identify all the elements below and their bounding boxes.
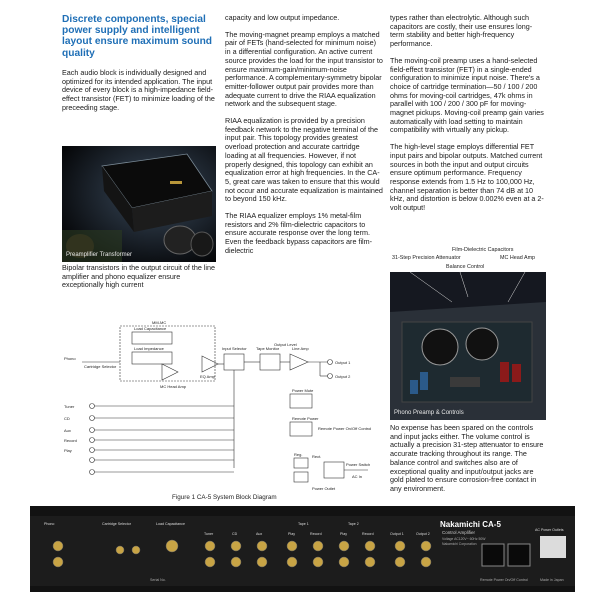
paragraph: The high-level stage employs differential FET input pairs and bipolar outputs. Matched current sources in both the input and output circuits ensure optimum performance. Frequency response extends from 1.5 Hz to 100,000 Hz, channel separation is better than 74 dB at 10 kHz, and distortion is below 0.002% even at a 2-volt output! xyxy=(390,142,544,213)
rear-jack-label-play-2: Play xyxy=(340,532,347,536)
dlabel-mc-head: MC Head Amp xyxy=(160,384,187,389)
dlabel-phono: Phono xyxy=(64,356,76,361)
dlabel-play: Play xyxy=(64,448,72,453)
phono-preamp-photo xyxy=(390,272,546,420)
rear-jack-label-record-1: Record xyxy=(310,532,322,536)
preamp-board-image xyxy=(390,272,546,420)
paragraph: capacity and low output impedance. xyxy=(225,13,340,22)
rear-jack-label-tuner: Tuner xyxy=(204,532,214,536)
dlabel-line-amp: Line Amp xyxy=(292,346,309,351)
rear-jack-label-play-1: Play xyxy=(288,532,295,536)
rear-jack-label-aux: Aux xyxy=(256,532,263,536)
dlabel-rect: Rect. xyxy=(312,454,322,459)
rear-jack-label-phono: Phono xyxy=(44,522,55,526)
dlabel-remote: Remote Power xyxy=(292,416,319,421)
rear-jack-label-cartridge: Cartridge Selector xyxy=(102,522,131,526)
column-1 xyxy=(62,14,216,120)
column-3 xyxy=(390,14,546,221)
transformer-image xyxy=(62,146,216,262)
dlabel-cart-sel: Cartridge Selector xyxy=(84,364,117,369)
preamp-transformer-photo xyxy=(62,146,216,262)
paragraph: The moving-coil preamp uses a hand-selected field-effect transistor (FET) in a single-ended configuration to minimize input noise. There's a choice of cartridge termination—50 / 100 / 200 ohms for moving-coil cartridges, 47k ohms in parallel with 100 / 200 / 300 pF for moving-magnet pickups. Moving-coil preamp gain varies automatically with load setting to maintain compatibility with virtually any pickup. xyxy=(390,55,544,135)
dlabel-reg: Reg. xyxy=(294,452,303,457)
dlabel-out2: Output 2 xyxy=(335,374,351,379)
rear-group-tape-2: Tape 2 xyxy=(348,522,359,526)
label-balance-control: Balance Control xyxy=(446,264,485,270)
rear-panel-brand: Nakamichi CA-5 xyxy=(440,520,501,529)
dlabel-aux: Aux xyxy=(64,428,71,433)
rear-jack-label-load-cap: Load Capacitance xyxy=(156,522,185,526)
dlabel-out1: Output 1 xyxy=(335,360,351,365)
dlabel-remote-ctrl: Remote Power On/Off Control xyxy=(318,426,372,431)
paragraph: The RIAA equalizer employs 1% metal-film resistors and 2% film-dielectric capacitors to ensure accurate response over the long term. Even the feedback bypass capacitors are film-dielectric xyxy=(225,211,373,255)
rear-jack-label-ac-outlets: AC Power Outlets xyxy=(535,528,564,532)
dlabel-load-imp: Load Impedance xyxy=(134,346,164,351)
rear-panel-maker: Nakamichi Corporation xyxy=(442,542,477,546)
dlabel-tape-mon: Tape Monitor xyxy=(256,346,280,351)
dlabel-cd: CD xyxy=(64,416,70,421)
dlabel-eq-amp: EQ Amp xyxy=(200,374,215,379)
figure-caption: Figure 1 CA-5 System Block Diagram xyxy=(172,494,277,501)
rear-panel-fine-print: Remote Power On/Off Control xyxy=(480,578,528,582)
paragraph: No expense has been spared on the controls and input jacks either. The volume control is actually a precision 31-step attenuator to ensure accurate tracking throughout its range. The balance control and switches also are of exceptional quality and input/output jacks are gold plated to ensure corrosion-free contact in any environment. xyxy=(390,423,544,493)
column-1-continued xyxy=(62,264,216,298)
rear-panel-serial: Serial No. xyxy=(150,578,166,582)
dlabel-mm-mc: MM-MC xyxy=(152,320,167,325)
column-2 xyxy=(225,14,383,264)
rear-panel-photo xyxy=(30,506,575,592)
rear-panel-model-sub: Control Amplifier xyxy=(442,530,476,535)
dlabel-output-level: Output Level xyxy=(274,342,297,347)
rear-panel-voltage: Voltage AC120V~ 60Hz 50W xyxy=(442,537,486,541)
dlabel-tuner: Tuner xyxy=(64,404,75,409)
dlabel-mute: Power Mute xyxy=(292,388,314,393)
photo-caption: Phono Preamp & Controls xyxy=(394,410,464,416)
paragraph: The moving-magnet preamp employs a matched pair of FETs (hand-selected for minimum noise) in a differential configuration. An active current source provides the load for the input transistor to ensure maximum-gain/minimum-noise performance. A complementary-symmetry bipolar emitter-follower output pair provides more than adequate current to drive the RIAA equalization network and the subsequent stage. xyxy=(225,29,383,109)
system-block-diagram xyxy=(62,318,382,503)
rear-jack-label-record-2: Record xyxy=(362,532,374,536)
column-3-continued xyxy=(390,424,546,502)
headline: Discrete components, special power supply and intelligent layout ensure maximum sound quality xyxy=(62,14,213,59)
rear-group-tape-1: Tape 1 xyxy=(298,522,309,526)
dlabel-power-switch: Power Switch xyxy=(346,462,371,467)
rear-jack-label-output-1: Output 1 xyxy=(390,532,404,536)
dlabel-ac-in: AC In xyxy=(352,474,363,479)
paragraph: Each audio block is individually designed and optimized for its intended application. The input device of every block is a high-impedance field-effect transistor (FET) to minimize loading of the preceeding stage. xyxy=(62,67,215,112)
dlabel-power-outlet: Power Outlet xyxy=(312,486,336,491)
dlabel-load-cap: Load Capacitance xyxy=(134,326,167,331)
paragraph: RIAA equalization is provided by a precision feedback network to the negative terminal of the input pair. This topology provides greatest overload protection and accurate cartridge loading at all frequencies. However, if not properly designed, this topology can exhibit an equalization error at high frequencies. In the CA-5, great care was taken to ensure that this would not occur and accurate equalization is maintained to beyond 150 kHz. xyxy=(225,116,383,204)
dlabel-input-sel: Input Selector xyxy=(222,346,247,351)
block-diagram-svg xyxy=(62,318,382,503)
rear-jack-label-cd: CD xyxy=(232,532,238,536)
dlabel-rec: Record xyxy=(64,438,77,443)
rear-panel-made-in: Made in Japan xyxy=(540,578,564,582)
label-attenuator: 31-Step Precision Attenuator xyxy=(392,255,461,261)
label-mc-head-amp: MC Head Amp xyxy=(500,255,536,261)
paragraph: Bipolar transistors in the output circuit of the line amplifier and phono equalizer ensure exceptionally high current xyxy=(62,263,216,290)
label-film-capacitors: Film-Dielectric Capacitors xyxy=(452,247,514,253)
rear-jack-label-output-2: Output 2 xyxy=(416,532,430,536)
paragraph: types rather than electrolytic. Although such capacitors are costly, their use ensures long-term stability and better high-frequency performance. xyxy=(390,13,533,49)
photo-caption: Preamplifier Transformer xyxy=(66,252,133,258)
